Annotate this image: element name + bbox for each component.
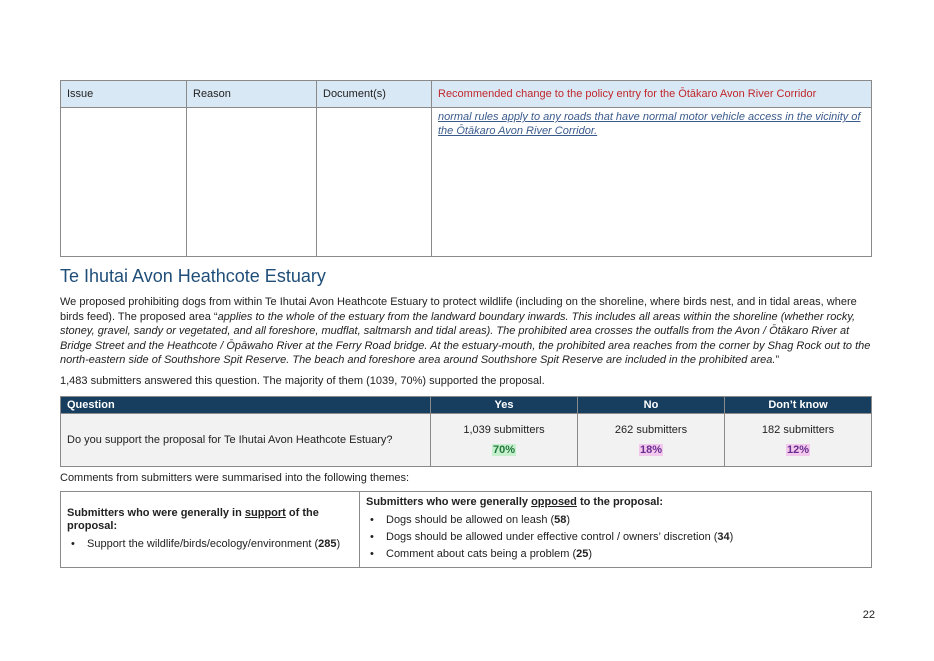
list-item	[87, 536, 353, 553]
documents-cell	[317, 108, 432, 257]
support-list	[67, 536, 353, 553]
support-heading-post: of the proposal:	[67, 506, 319, 532]
intro-plain-text: We proposed prohibiting dogs from within Te Ihutai Avon Heathcote Estuary to protect wildlife (including on the shoreline, where birds nest, and in tidal areas, where birds feed). The proposed area “	[60, 296, 857, 323]
theme-count: 25	[576, 548, 589, 560]
oppose-heading-pre: Submitters who were generally	[366, 496, 532, 508]
summary-text: 1,483 submitters answered this question. The majority of them (1039, 70%) supported the proposal.	[60, 375, 545, 387]
theme-count: 34	[717, 531, 730, 543]
theme-text: Comment about cats being a problem (	[386, 548, 577, 560]
dont-know-count: 182 submitters	[761, 424, 835, 436]
header-recommended-change: Recommended change to the policy entry for the Ōtākaro Avon River Corridor	[432, 81, 872, 108]
question-cell: Do you support the proposal for Te Ihutai Avon Heathcote Estuary?	[61, 414, 431, 467]
yes-percent: 70%	[492, 444, 516, 456]
oppose-list	[366, 512, 865, 563]
theme-text-end: )	[588, 548, 593, 560]
page-number: 22	[862, 609, 875, 621]
oppose-heading-post: to the proposal:	[576, 496, 664, 508]
theme-text: Support the wildlife/birds/ecology/environment (	[87, 537, 319, 550]
support-themes-cell	[61, 492, 360, 568]
theme-text: Dogs should be allowed under effective control / owners’ discretion (	[386, 531, 718, 543]
header-documents: Document(s)	[317, 81, 432, 108]
reason-cell	[187, 108, 317, 257]
oppose-themes-cell	[360, 492, 872, 568]
no-count: 262 submitters	[614, 424, 688, 436]
header-yes: Yes	[431, 397, 578, 414]
intro-end-quote: ”	[775, 354, 780, 366]
list-item	[386, 512, 865, 529]
dont-know-cell	[725, 414, 872, 467]
themes-intro: Comments from submitters were summarised into the following themes:	[60, 472, 410, 484]
support-heading-underlined: support	[244, 506, 286, 519]
list-item	[386, 546, 865, 563]
support-heading-pre: Submitters who were generally in	[67, 506, 245, 519]
section-title: Te Ihutai Avon Heathcote Estuary	[60, 266, 326, 286]
survey-row	[61, 414, 872, 467]
theme-text-end: )	[729, 531, 734, 543]
theme-text-end: )	[566, 514, 571, 526]
oppose-heading	[366, 496, 865, 509]
dont-know-percent: 12%	[786, 444, 810, 456]
support-heading	[67, 507, 353, 533]
theme-text: Dogs should be allowed on leash (	[386, 514, 555, 526]
theme-text-end: )	[336, 537, 341, 550]
policy-table-header-row	[61, 81, 872, 108]
survey-header-row	[61, 397, 872, 414]
themes-row	[61, 492, 872, 568]
header-dont-know: Don’t know	[725, 397, 872, 414]
issue-cell	[61, 108, 187, 257]
no-percent: 18%	[639, 444, 663, 456]
intro-quoted-text: applies to the whole of the estuary from the landward boundary inwards. This includes all areas within the shoreline (whether rocky, stoney, gravel, sandy or vegetated, and all foreshore, mudflat, saltmarsh and tidal areas). The prohibited area crosses the outfalls from the Avon / Ōtākaro River at Bridge Street and the Heathcote / Ōpāwaho River at the Ferry Road bridge. At the estuary-mouth, the prohibited area reaches from the corner by Shag Rock out to the north-eastern side of Southshore Spit Reserve. The beach and foreshore area around Southshore Spit Reserve are included in the prohibited area.	[60, 310, 871, 366]
survey-table	[60, 396, 872, 467]
header-question: Question	[61, 397, 431, 414]
policy-table-row	[61, 108, 872, 257]
intro-paragraph	[60, 295, 872, 368]
header-issue: Issue	[61, 81, 187, 108]
themes-table	[60, 491, 872, 568]
yes-cell	[431, 414, 578, 467]
no-cell	[578, 414, 725, 467]
header-no: No	[578, 397, 725, 414]
theme-count: 58	[554, 514, 567, 526]
oppose-heading-underlined: opposed	[531, 496, 577, 508]
yes-count: 1,039 submitters	[463, 424, 545, 436]
list-item	[386, 529, 865, 546]
policy-table	[60, 80, 872, 257]
recommended-change-cell	[432, 108, 872, 257]
theme-count: 285	[318, 537, 337, 550]
header-reason: Reason	[187, 81, 317, 108]
recommended-change-text: normal rules apply to any roads that have normal motor vehicle access in the vicinity of the Ōtākaro Avon River Corridor.	[438, 111, 861, 137]
